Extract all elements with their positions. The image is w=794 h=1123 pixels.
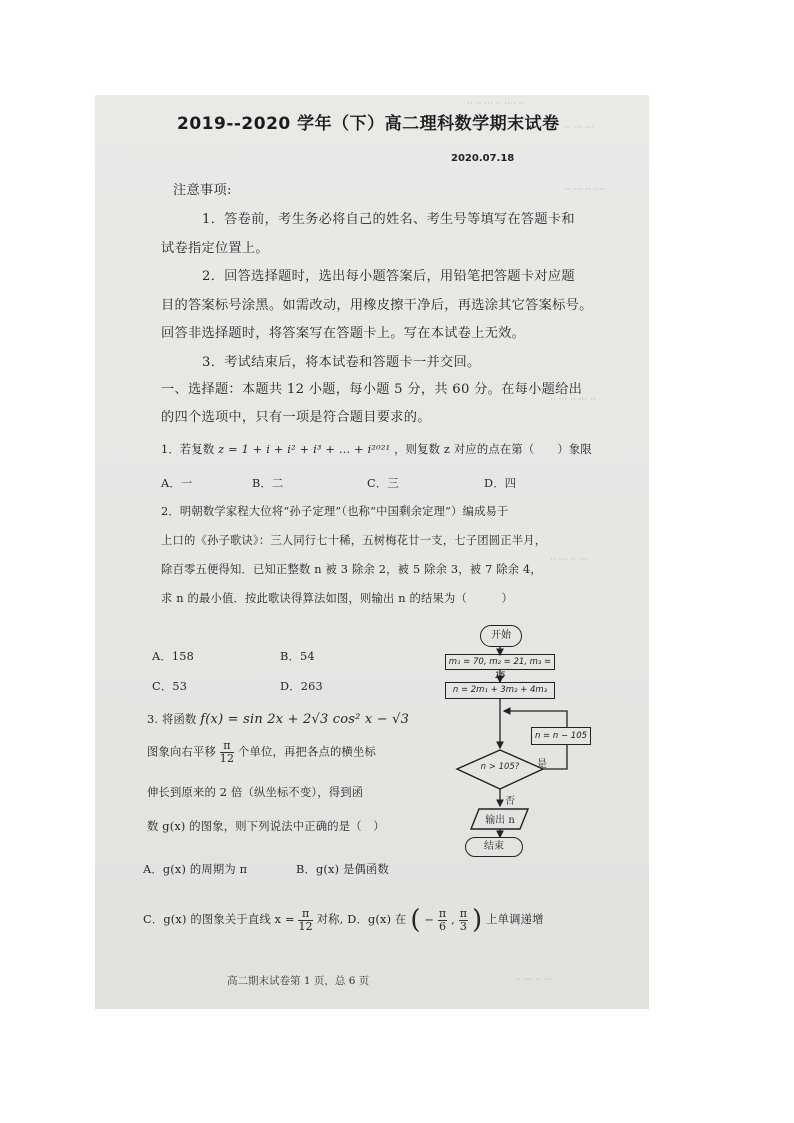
q2-line-1: 2．明朝数学家程大位将“孙子定理”（也称“中国剩余定理”）编成易于 [161,505,509,518]
page-footer: 高二期末试卷第 1 页，总 6 页 [227,975,370,987]
q3-interval-left-denominator: 6 [439,919,447,933]
q3-interval-right-denominator: 3 [459,919,468,933]
q3-interval-comma: , [451,913,455,927]
q2-line-4: 求 n 的最小值．按此歌诀得算法如图，则输出 n 的结果为（ ） [161,592,514,605]
note-2-line-3: 回答非选择题时，将答案写在答题卡上。写在本试卷上无效。 [161,326,526,341]
notes-heading: 注意事项: [173,183,232,198]
q1-stem-prefix: 1．若复数 [161,443,215,456]
q3-line-1-prefix: 3. 将函数 [147,713,197,726]
exam-page [95,95,649,1009]
flowchart-compute-box: n = 2m₁ + 3m₂ + 4m₃ [445,682,555,699]
q3-options-c-d [143,907,544,933]
flowchart-end: 结束 [465,837,523,857]
q1-option-b: B．二 [252,477,284,490]
q1-formula: z = 1 + i + i² + i³ + … + i²⁰²¹ [218,443,391,456]
q3-interval-left-fraction [438,908,447,933]
section-heading-line-2: 的四个选项中，只有一项是符合题目要求的。 [161,410,431,425]
q3-line-2-suffix: 个单位，再把各点的横坐标 [237,745,376,759]
note-3: 3．考试结束后，将本试卷和答题卡一并交回。 [202,355,481,370]
q1-stem-suffix: ，则复数 z 对应的点在第（ ）象限 [394,443,592,456]
q3-option-c-numerator: π [298,908,312,921]
q1-option-c: C．三 [367,477,399,490]
q3-interval-right-numerator: π [459,906,468,920]
q3-line-3: 伸长到原来的 2 倍（纵坐标不变），得到函 [147,786,364,799]
arrow-update-loop [504,711,567,727]
flowchart-output-label: 输出 n [485,815,515,826]
bleed-through-text: ·· ··· ·· ··· ·· [550,395,596,405]
q3-option-c-suffix: 对称, [316,913,344,926]
q3-interval-minus: − [424,913,435,927]
q3-line-4: 数 g(x) 的图象，则下列说法中正确的是（ ） [147,820,385,833]
section-heading-line-1: 一、选择题：本题共 12 小题，每小题 5 分，共 60 分。在每小题给出 [161,382,583,397]
q3-interval-right-paren: ) [471,905,483,935]
q3-line-2-prefix: 图象向右平移 [147,745,216,759]
flowchart-decision-label: n > 105? [480,762,520,772]
q2-option-b: B．54 [280,650,315,663]
flowchart-update-box: n = n − 105 [531,727,591,745]
q3-interval-left-paren: ( [410,905,421,935]
q3-shift-denominator: 12 [219,752,235,765]
q3-option-d-suffix: 上单调递增 [486,913,544,926]
q3-option-b: B．g(x) 是偶函数 [296,863,389,876]
q3-shift-fraction [220,740,234,765]
q3-option-a: A．g(x) 的周期为 π [143,863,248,876]
q3-option-c-denominator: 12 [298,919,313,933]
bleed-through-text: ·· ··· ·· ··· [550,555,588,565]
note-1-line-1: 1．答卷前，考生务必将自己的姓名、考生号等填写在答题卡和 [202,212,575,227]
bleed-through-text: ·· ··· ·· ···· [565,185,606,195]
q3-option-c-prefix: C．g(x) 的图象关于直线 x = [143,913,295,926]
q3-interval-right-fraction [459,908,468,933]
flowchart-no-label: 否 [505,796,515,807]
note-2-line-1: 2．回答选择题时，选出每小题答案后，用铅笔把答题卡对应题 [202,269,575,284]
q3-line-2 [147,740,376,765]
q3-shift-numerator: π [220,740,234,753]
bleed-through-text: ·· ··· ·· ··· [515,975,553,985]
q1-option-a: A．一 [161,477,193,490]
exam-title: 2019--2020 学年（下）高二理科数学期末试卷 [177,114,560,134]
bleed-through-text: ·· ·· ··· ·· ···· ·· [467,99,525,109]
exam-date: 2020.07.18 [451,153,515,164]
q2-option-c: C．53 [152,680,188,693]
q3-line-1 [147,711,409,727]
q3-option-d-prefix: D．g(x) 在 [347,913,407,926]
note-2-line-2: 目的答案标号涂黑。如需改动，用橡皮擦干净后，再选涂其它答案标号。 [161,298,593,313]
flowchart-start: 开始 [480,625,522,647]
q2-option-a: A．158 [152,650,195,663]
q3-option-c-fraction [298,908,312,933]
q3-interval-left-numerator: π [438,906,447,920]
q1-option-d: D．四 [484,477,517,490]
flowchart-yes-label: 是 [537,759,547,770]
q2-option-d: D．263 [280,680,323,693]
note-1-line-2: 试卷指定位置上。 [161,241,269,256]
flowchart-init-box: m₁ = 70, m₂ = 21, m₃ = 15 [445,654,555,670]
q2-line-2: 上口的《孙子歌诀》：三人同行七十稀，五树梅花廿一支，七子团圆正半月， [161,534,547,547]
q3-formula: f(x) = sin 2x + 2√3 cos² x − √3 [200,712,410,727]
q2-line-3: 除百零五便得知．已知正整数 n 被 3 除余 2，被 5 除余 3，被 7 除余 4， [161,563,542,576]
bleed-through-text: ·· ··· ··· [565,123,594,133]
